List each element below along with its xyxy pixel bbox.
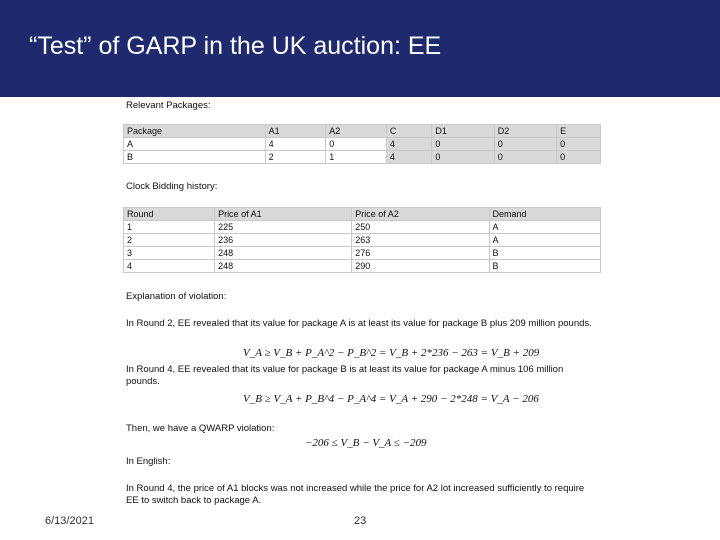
table-cell: 4	[386, 138, 431, 151]
table-cell: 0	[494, 138, 556, 151]
table-cell: 0	[432, 151, 494, 164]
table-header-cell: C	[386, 125, 431, 138]
table-cell: 0	[557, 151, 601, 164]
table-header-cell: D2	[494, 125, 556, 138]
title-bar	[0, 0, 720, 97]
table-row	[124, 247, 601, 260]
table-cell: 4	[265, 138, 326, 151]
table-cell: 263	[352, 234, 489, 247]
table-header-cell: Demand	[489, 208, 600, 221]
table-cell: 2	[265, 151, 326, 164]
qwarp-label: Then, we have a QWARP violation:	[126, 423, 275, 434]
english-paragraph: In Round 4, the price of A1 blocks was not increased while the price for A2 lot increased sufficiently to require EE to switch back to package A.	[126, 483, 585, 506]
table-cell: A	[489, 234, 600, 247]
table-header-cell: A1	[265, 125, 326, 138]
table-cell: 0	[494, 151, 556, 164]
table-cell: 250	[352, 221, 489, 234]
relevant-packages-label: Relevant Packages:	[126, 100, 211, 111]
table-header-cell: D1	[432, 125, 494, 138]
table-cell: B	[489, 260, 600, 273]
table-row	[124, 234, 601, 247]
table-cell: A	[489, 221, 600, 234]
table-cell: 1	[326, 151, 387, 164]
clock-history-label: Clock Bidding history:	[126, 181, 218, 192]
table-header-row	[124, 125, 601, 138]
table-header-cell: Price of A2	[352, 208, 489, 221]
embedded-document	[120, 97, 606, 513]
bidding-history-table	[123, 207, 601, 273]
table-cell: 2	[124, 234, 215, 247]
equation-round2: V_A ≥ V_B + P_A^2 − P_B^2 = V_B + 2*236 − 263 = V_B + 209	[243, 347, 540, 359]
footer-date: 6/13/2021	[45, 515, 94, 527]
slide-title: “Test” of GARP in the UK auction: EE	[29, 32, 442, 60]
table-cell: 1	[124, 221, 215, 234]
table-row	[124, 260, 601, 273]
table-cell: 290	[352, 260, 489, 273]
table-header-cell: Package	[124, 125, 266, 138]
table-cell: 276	[352, 247, 489, 260]
table-cell: 0	[432, 138, 494, 151]
equation-round4: V_B ≥ V_A + P_B^4 − P_A^4 = V_A + 290 − 2*248 = V_A − 206	[243, 393, 539, 405]
round2-paragraph: In Round 2, EE revealed that its value for package A is at least its value for package B plus 209 million pounds.	[126, 318, 592, 329]
table-cell: A	[124, 138, 266, 151]
table-header-cell: Round	[124, 208, 215, 221]
table-row	[124, 221, 601, 234]
packages-table	[123, 124, 601, 164]
table-cell: 4	[386, 151, 431, 164]
table-cell: 248	[215, 260, 352, 273]
table-cell: 248	[215, 247, 352, 260]
table-cell: B	[124, 151, 266, 164]
explanation-label: Explanation of violation:	[126, 291, 227, 302]
table-cell: 0	[557, 138, 601, 151]
table-cell: 3	[124, 247, 215, 260]
table-cell: 4	[124, 260, 215, 273]
table-cell: 0	[326, 138, 387, 151]
table-row	[124, 151, 601, 164]
table-cell: 225	[215, 221, 352, 234]
table-header-cell: E	[557, 125, 601, 138]
equation-qwarp: −206 ≤ V_B − V_A ≤ −209	[305, 437, 427, 449]
round4-paragraph: In Round 4, EE revealed that its value for package B is at least its value for package A minus 106 million pounds.	[126, 364, 564, 387]
page-number: 23	[354, 515, 367, 527]
table-header-cell: A2	[326, 125, 387, 138]
table-cell: B	[489, 247, 600, 260]
table-header-row	[124, 208, 601, 221]
table-row	[124, 138, 601, 151]
table-header-cell: Price of A1	[215, 208, 352, 221]
in-english-label: In English:	[126, 456, 171, 467]
table-cell: 236	[215, 234, 352, 247]
